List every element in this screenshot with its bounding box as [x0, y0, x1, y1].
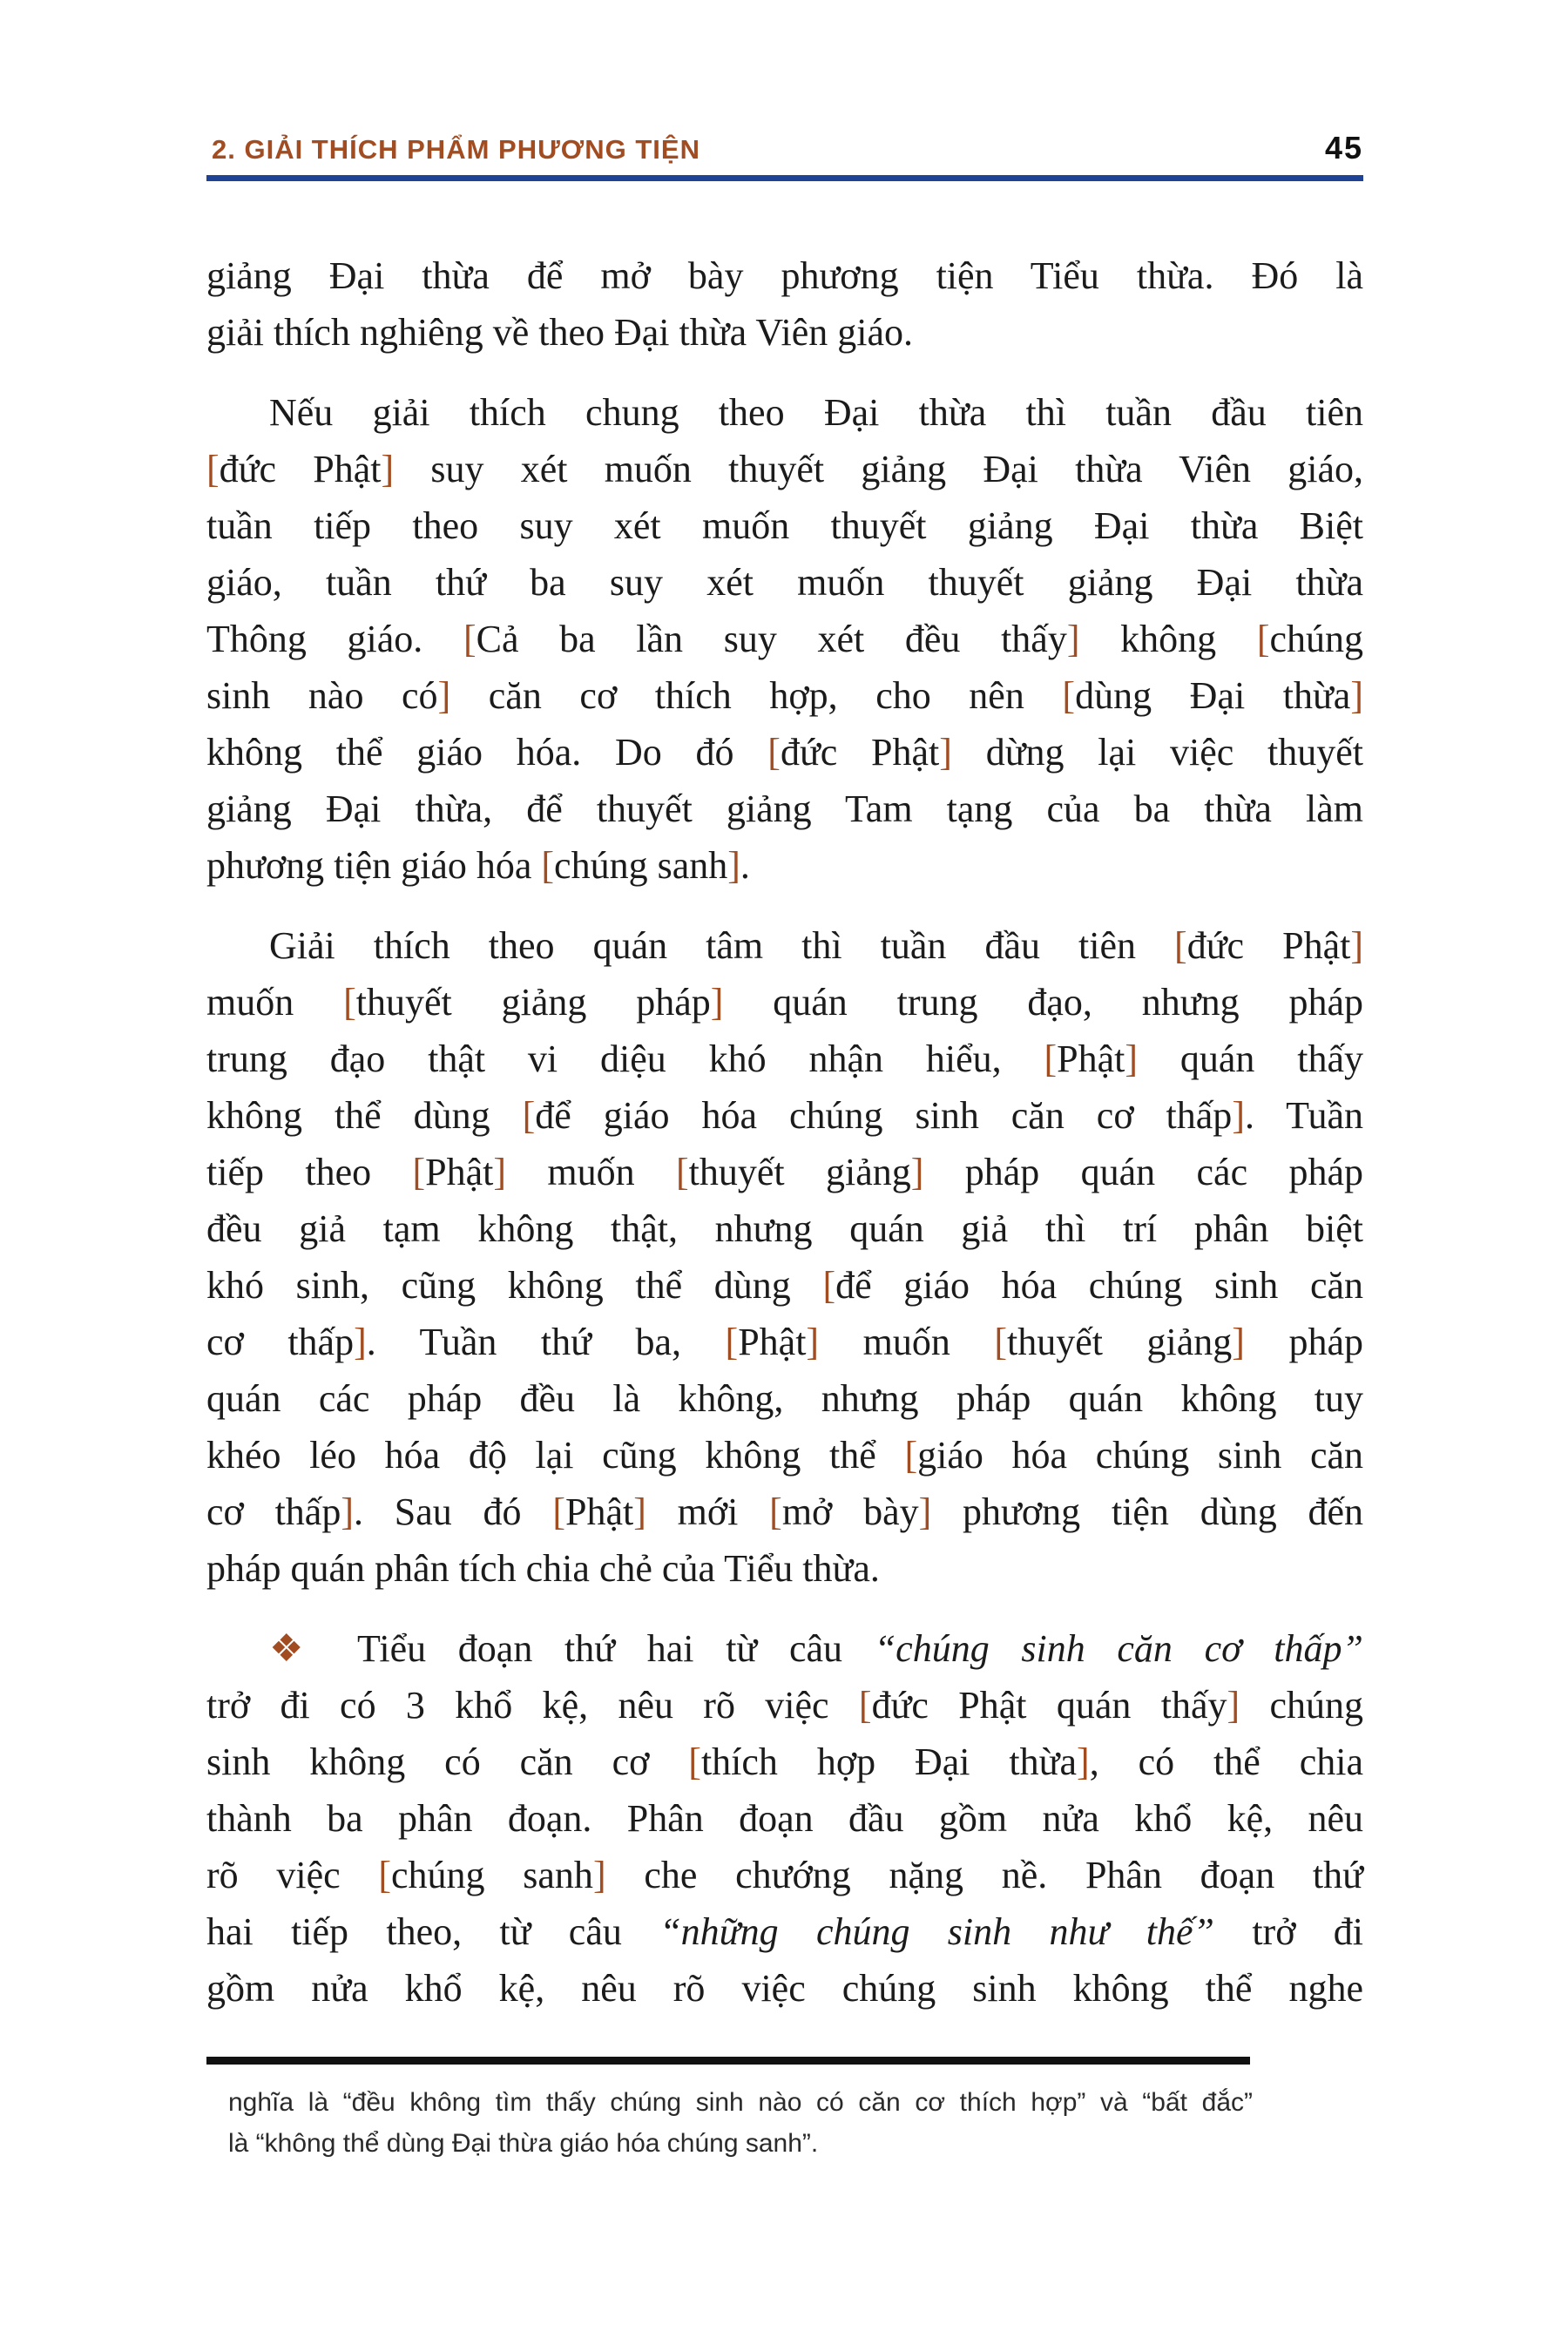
footnote-line: [228, 2123, 1253, 2164]
text-line: [206, 1677, 1363, 1734]
text-segment: giảng Đại thừa để mở bày phương tiện Tiểu thừa. Đó là: [206, 254, 1363, 297]
editorial-bracket: [: [522, 1094, 536, 1137]
paragraph: [206, 247, 1363, 361]
text-segment: khó sinh, cũng không thể dùng [để giáo hóa chúng sinh căn: [206, 1264, 1364, 1307]
text-segment: trở đi có 3 khổ kệ, nêu rõ việc [đức Phật quán thấy] chúng: [206, 1684, 1364, 1727]
text-segment: quán các pháp đều là không, nhưng pháp quán không tuy: [206, 1377, 1363, 1420]
editorial-bracket: [: [1256, 618, 1270, 660]
text-line: [206, 441, 1363, 497]
text-line: [206, 1200, 1363, 1257]
text-line: [206, 304, 1363, 361]
text-line: [206, 917, 1363, 974]
editorial-bracket: ]: [918, 1490, 932, 1533]
editorial-bracket: [: [994, 1321, 1008, 1363]
text-line: [206, 1257, 1363, 1314]
text-segment: sinh nào có] căn cơ thích hợp, cho nên [dùng Đại thừa]: [206, 674, 1363, 717]
text-segment: nghĩa là “đều không tìm thấy chúng sinh nào có căn cơ thích hợp” và “bất đắc”: [228, 2088, 1253, 2117]
text-line: [206, 384, 1363, 441]
text-line: [206, 247, 1363, 304]
editorial-bracket: ]: [939, 731, 952, 774]
text-segment: muốn [thuyết giảng pháp] quán trung đạo, nhưng pháp: [206, 981, 1363, 1024]
text-line: [206, 1370, 1363, 1427]
text-segment: Nếu giải thích chung theo Đại thừa thì tuần đầu tiên: [269, 391, 1363, 434]
text-segment: không thể dùng [để giáo hóa chúng sinh căn cơ thấp]. Tuần: [206, 1094, 1363, 1137]
text-line: [206, 974, 1363, 1031]
editorial-bracket: ]: [381, 448, 395, 490]
editorial-bracket: [: [822, 1264, 836, 1307]
editorial-bracket: [: [904, 1434, 918, 1477]
text-segment: Tiểu đoạn thứ hai từ câu: [326, 1627, 875, 1670]
text-segment: tiếp theo [Phật] muốn [thuyết giảng] pháp quán các pháp: [206, 1151, 1363, 1193]
text-line: [206, 837, 1363, 894]
text-segment: cơ thấp]. Sau đó [Phật] mới [mở bày] phương tiện dùng đến: [206, 1490, 1364, 1533]
editorial-bracket: ]: [592, 1854, 606, 1896]
text-line: [206, 1087, 1363, 1144]
text-line: [206, 1540, 1363, 1597]
editorial-bracket: [: [378, 1854, 392, 1896]
text-segment: giáo, tuần thứ ba suy xét muốn thuyết giảng Đại thừa: [206, 561, 1363, 604]
footnote-line: [228, 2082, 1253, 2123]
text-segment: gồm nửa khổ kệ, nêu rõ việc chúng sinh không thể nghe: [206, 1967, 1363, 2010]
editorial-bracket: [: [1062, 674, 1076, 717]
text-segment: khéo léo hóa độ lại cũng không thể [giáo hóa chúng sinh căn: [206, 1434, 1364, 1477]
text-segment: thành ba phân đoạn. Phân đoạn đầu gồm nửa khổ kệ, nêu: [206, 1797, 1363, 1840]
editorial-bracket: ]: [1077, 1740, 1090, 1783]
text-segment: giảng Đại thừa, để thuyết giảng Tam tạng của ba thừa làm: [206, 787, 1363, 830]
editorial-bracket: ]: [493, 1151, 507, 1193]
editorial-bracket: ]: [1350, 674, 1363, 717]
page-number: 45: [1324, 130, 1363, 166]
editorial-bracket: ]: [1227, 1684, 1240, 1727]
editorial-bracket: [: [463, 618, 476, 660]
editorial-bracket: ]: [1232, 1094, 1245, 1137]
text-line: [206, 781, 1363, 837]
text-segment: sinh không có căn cơ [thích hợp Đại thừa], có thể chia: [206, 1740, 1363, 1783]
editorial-bracket: [: [343, 981, 356, 1024]
text-line: [206, 1314, 1363, 1370]
editorial-bracket: [: [541, 844, 555, 887]
editorial-bracket: [: [769, 1490, 782, 1533]
text-segment: rõ việc [chúng sanh] che chướng nặng nề. Phân đoạn thứ: [206, 1854, 1363, 1896]
text-line: [206, 1144, 1363, 1200]
text-segment: hai tiếp theo, từ câu: [206, 1910, 660, 1953]
text-segment: “chúng sinh căn cơ thấp”: [874, 1627, 1363, 1670]
text-segment: không thể giáo hóa. Do đó [đức Phật] dừng lại việc thuyết: [206, 731, 1364, 774]
text-line: [206, 1031, 1363, 1087]
text-line: [206, 1734, 1363, 1790]
paragraph: [206, 917, 1363, 1597]
text-segment: trung đạo thật vi diệu khó nhận hiểu, [Phật] quán thấy: [206, 1037, 1363, 1080]
editorial-bracket: [: [688, 1740, 701, 1783]
text-segment: Giải thích theo quán tâm thì tuần đầu tiên [đức Phật]: [269, 924, 1363, 967]
text-line: [206, 1620, 1363, 1677]
editorial-bracket: [: [1174, 924, 1187, 967]
text-segment: tuần tiếp theo suy xét muốn thuyết giảng Đại thừa Biệt: [206, 504, 1363, 547]
text-line: [206, 1484, 1363, 1540]
text-line: [206, 1903, 1363, 1960]
text-segment: giải thích nghiêng về theo Đại thừa Viên giáo.: [206, 311, 913, 354]
footnote-separator: [206, 2057, 1250, 2065]
editorial-bracket: ]: [341, 1490, 354, 1533]
editorial-bracket: [: [767, 731, 781, 774]
text-segment: trở đi: [1214, 1910, 1364, 1953]
editorial-bracket: ]: [806, 1321, 820, 1363]
text-line: [206, 1847, 1363, 1903]
editorial-bracket: [: [858, 1684, 872, 1727]
diamond-bullet-icon: ❖: [269, 1627, 327, 1670]
paragraph: [206, 384, 1363, 894]
text-segment: “những chúng sinh như thế”: [659, 1910, 1215, 1953]
editorial-bracket: [: [412, 1151, 426, 1193]
editorial-bracket: ]: [1066, 618, 1080, 660]
chapter-header-title: 2. GIẢI THÍCH PHẨM PHƯƠNG TIỆN: [212, 134, 700, 165]
text-line: [206, 667, 1363, 724]
editorial-bracket: [: [1044, 1037, 1058, 1080]
text-line: [206, 1427, 1363, 1484]
editorial-bracket: ]: [354, 1321, 367, 1363]
body-text: [206, 247, 1363, 2017]
editorial-bracket: [: [552, 1490, 565, 1533]
editorial-bracket: ]: [727, 844, 740, 887]
text-segment: đều giả tạm không thật, nhưng quán giả thì trí phân biệt: [206, 1207, 1363, 1250]
editorial-bracket: ]: [1350, 924, 1363, 967]
editorial-bracket: [: [675, 1151, 689, 1193]
footnote: [228, 2082, 1253, 2164]
editorial-bracket: ]: [1125, 1037, 1138, 1080]
editorial-bracket: [: [725, 1321, 739, 1363]
text-segment: [đức Phật] suy xét muốn thuyết giảng Đại thừa Viên giáo,: [206, 448, 1363, 490]
text-line: [206, 1960, 1363, 2017]
text-line: [206, 554, 1363, 611]
text-line: [206, 724, 1363, 781]
editorial-bracket: ]: [710, 981, 724, 1024]
text-segment: phương tiện giáo hóa [chúng sanh].: [206, 844, 750, 887]
text-segment: là “không thể dùng Đại thừa giáo hóa chúng sanh”.: [228, 2129, 819, 2158]
text-line: [206, 497, 1363, 554]
editorial-bracket: ]: [1232, 1321, 1245, 1363]
paragraph: [206, 1620, 1363, 2017]
editorial-bracket: ]: [910, 1151, 924, 1193]
text-segment: Thông giáo. [Cả ba lần suy xét đều thấy] không [chúng: [206, 618, 1363, 660]
header-rule: [206, 175, 1363, 181]
text-segment: cơ thấp]. Tuần thứ ba, [Phật] muốn [thuyết giảng] pháp: [206, 1321, 1363, 1363]
editorial-bracket: ]: [437, 674, 451, 717]
text-line: [206, 1790, 1363, 1847]
running-header: [206, 130, 1363, 166]
text-line: [206, 611, 1363, 667]
editorial-bracket: [: [206, 448, 220, 490]
page-content: [206, 0, 1363, 2164]
editorial-bracket: ]: [633, 1490, 646, 1533]
text-segment: pháp quán phân tích chia chẻ của Tiểu thừa.: [206, 1547, 880, 1590]
